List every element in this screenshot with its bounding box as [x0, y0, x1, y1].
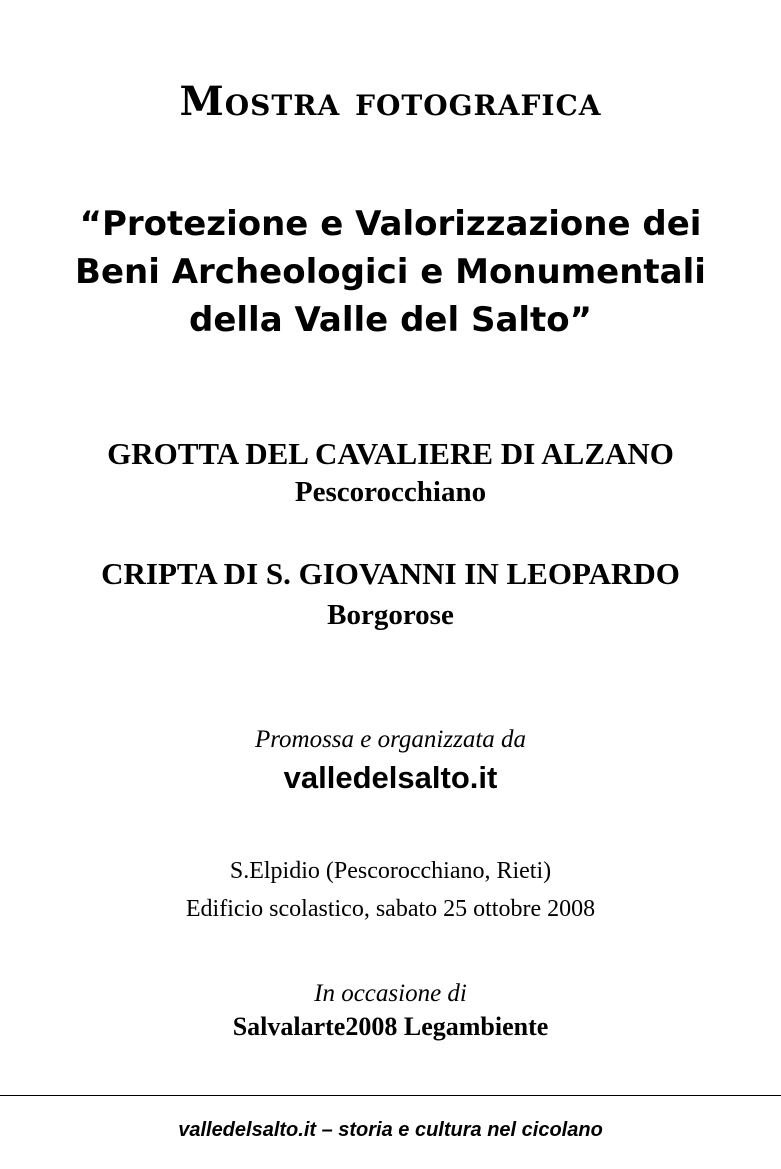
footer-text: valledelsalto.it – storia e cultura nel cicolano	[178, 1119, 603, 1141]
exhibition-subtitle	[0, 200, 781, 344]
page-title: Mostra fotografica	[179, 78, 602, 125]
promotion-label: Promossa e organizzata da	[254, 726, 527, 753]
site-place-pescorocchiano: Pescorocchiano	[294, 476, 487, 508]
subtitle-line-1: “Protezione e Valorizzazione dei	[79, 204, 702, 244]
organizer-name: valledelsalto.it	[283, 760, 498, 795]
site-name-grotta: GROTTA DEL CAVALIERE DI ALZANO	[107, 436, 674, 471]
footer-divider	[0, 1095, 781, 1096]
venue-location: S.Elpidio (Pescorocchiano, Rieti)	[229, 858, 552, 884]
site-name-cripta: CRIPTA DI S. GIOVANNI IN LEOPARDO	[101, 556, 680, 591]
site-place-borgorose: Borgorose	[327, 599, 454, 631]
subtitle-line-2: Beni Archeologici e Monumentali	[75, 252, 706, 292]
subtitle-line-3: della Valle del Salto”	[188, 300, 593, 340]
occasion-label: In occasione di	[314, 980, 467, 1007]
venue-building-date: Edificio scolastico, sabato 25 ottobre 2008	[185, 896, 596, 922]
occasion-event: Salvalarte2008 Legambiente	[232, 1012, 549, 1041]
